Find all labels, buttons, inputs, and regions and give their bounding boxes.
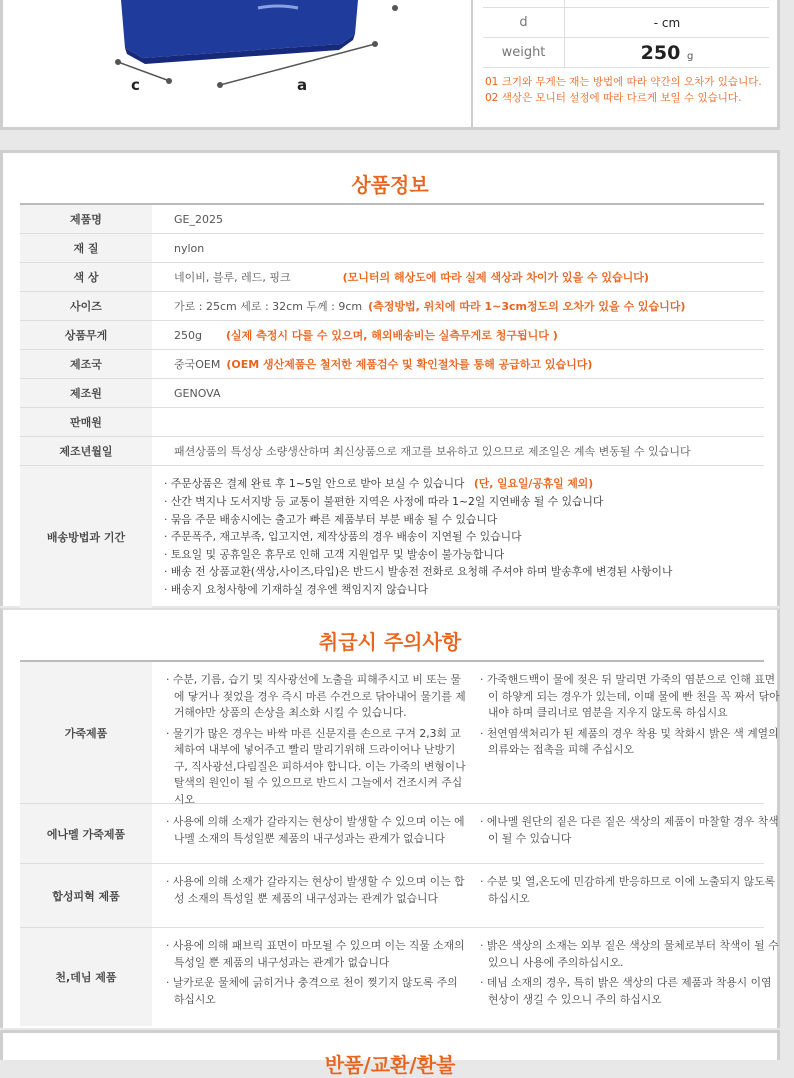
info-key: 제조원 bbox=[20, 379, 152, 407]
info-text: nylon bbox=[174, 241, 205, 255]
bag-diagram bbox=[3, 0, 473, 127]
info-key: 제조국 bbox=[20, 350, 152, 378]
info-note: (실제 측정시 다를 수 있으며, 해외배송비는 실측무게로 청구됩니다 ) bbox=[225, 329, 558, 342]
care-text: · 사용에 의해 소재가 갈라지는 현상이 발생할 수 있으며 이는 합성 소재의 특성일 뿐 제품의 내구성과는 관계가 없습니다 bbox=[166, 874, 466, 907]
info-value bbox=[152, 379, 764, 407]
list-item: · 묶음 주문 배송시에는 출고가 빠른 제품부터 부분 배송 될 수 있습니다 bbox=[164, 511, 672, 529]
care-text: · 천연염색처리가 된 제품의 경우 착용 및 착화시 밝은 색 계열의 의류와는 접촉을 피해 주십시오 bbox=[480, 726, 780, 759]
product-info-table bbox=[20, 203, 764, 608]
dim-point bbox=[372, 41, 378, 47]
info-key: 사이즈 bbox=[20, 292, 152, 320]
spec-value bbox=[565, 42, 769, 64]
shipping-note: (단, 일요일/공휴일 제외) bbox=[473, 477, 594, 491]
info-text: 네이비, 블루, 레드, 핑크 bbox=[174, 271, 291, 284]
section-title: 상품정보 bbox=[351, 173, 429, 197]
care-row bbox=[20, 928, 779, 1026]
care-key: 가죽제품 bbox=[20, 662, 152, 803]
dim-line-c bbox=[118, 62, 167, 80]
care-key: 에나멜 가죽제품 bbox=[20, 804, 152, 863]
dim-point bbox=[392, 5, 398, 11]
info-key: 재 질 bbox=[20, 234, 152, 262]
care-table bbox=[20, 660, 780, 1026]
dim-label-c: c bbox=[131, 76, 140, 94]
care-row bbox=[20, 804, 779, 864]
info-key: 제품명 bbox=[20, 205, 152, 233]
info-row bbox=[20, 234, 764, 263]
care-row bbox=[20, 662, 780, 806]
care-col-left bbox=[166, 938, 466, 1012]
care-col-right bbox=[480, 874, 780, 911]
info-text: 패션상품의 특성상 소량생산하며 최신상품으로 재고를 보유하고 있으므로 제조일은 계속 변동될 수 있습니다 bbox=[174, 445, 691, 458]
section-title: 취급시 주의사항 bbox=[318, 630, 462, 654]
care-text: · 데님 소재의 경우, 특히 밝은 색상의 다른 제품과 착용시 이염현상이 생길 수 있으니 주의 하십시오 bbox=[480, 975, 780, 1008]
info-text: 중국OEM bbox=[174, 358, 221, 371]
info-row bbox=[20, 263, 764, 292]
care-section bbox=[0, 608, 780, 1028]
info-text: 가로 : 25cm 세로 : 32cm 두께 : 9cm bbox=[174, 300, 363, 313]
spec-row bbox=[483, 0, 769, 8]
weight-value: 250 bbox=[640, 41, 681, 64]
care-text: · 사용에 의해 소재가 갈라지는 현상이 발생할 수 있으며 이는 에나멜 소재의 특성일뿐 제품의 내구성과는 관계가 없습니다 bbox=[166, 814, 466, 847]
care-value bbox=[152, 662, 794, 806]
spec-key: d bbox=[483, 8, 565, 37]
info-note: (측정방법, 위치에 따라 1~3cm정도의 오차가 있을 수 있습니다) bbox=[368, 300, 686, 313]
info-text: GENOVA bbox=[174, 386, 221, 400]
care-text: · 밝은 색상의 소재는 외부 짙은 색상의 물체로부터 착색이 될 수 있으니 사용에 주의하십시오. bbox=[480, 938, 780, 971]
care-col-left bbox=[166, 814, 466, 851]
care-key: 합성피혁 제품 bbox=[20, 864, 152, 927]
spec-key bbox=[483, 0, 565, 7]
care-row bbox=[20, 864, 776, 928]
care-text: · 에나멜 원단의 짙은 다른 짙은 색상의 제품이 마찰할 경우 착색이 될 수 있습니다 bbox=[480, 814, 780, 847]
info-row bbox=[20, 437, 764, 466]
list-item: · 토요일 및 공휴일은 휴무로 인해 고객 지원업무 및 발송이 불가능합니다 bbox=[164, 546, 672, 564]
info-value bbox=[152, 321, 764, 349]
info-key: 색 상 bbox=[20, 263, 152, 291]
info-value bbox=[152, 263, 764, 291]
info-text: 250g bbox=[174, 328, 202, 342]
info-note: (OEM 생산제품은 철저한 제품검수 및 확인절차를 통해 공급하고 있습니다) bbox=[226, 358, 593, 371]
spec-row-d bbox=[483, 8, 769, 38]
info-row bbox=[20, 205, 764, 234]
info-value bbox=[152, 205, 764, 233]
info-value bbox=[152, 350, 764, 378]
size-notes bbox=[485, 74, 775, 106]
care-text: · 날카로운 물체에 긁히거나 충격으로 천이 찢기지 않도록 주의하십시오 bbox=[166, 975, 466, 1008]
dim-point bbox=[217, 82, 223, 88]
list-item: · 배송 전 상품교환(색상,사이즈,타입)은 반드시 발송전 전화로 요청해 주셔야 하며 발송후에 변경된 사항이나 bbox=[164, 563, 672, 581]
care-text: · 수분, 기름, 습기 및 직사광선에 노출을 피해주시고 비 또는 물에 닿거나 젖었을 경우 즉시 마른 수건으로 닦아내어 물기를 제거해야만 상품의 손상을 최소화 시킬 수 있습니다. bbox=[166, 672, 466, 722]
info-key: 배송방법과 기간 bbox=[20, 466, 152, 608]
dim-label-a: a bbox=[297, 76, 308, 94]
info-note: (모니터의 해상도에 따라 실제 색상과 차이가 있을 수 있습니다) bbox=[342, 271, 649, 284]
care-value bbox=[152, 928, 794, 1026]
list-item: · 산간 벽지나 도서지방 등 교통이 불편한 지역은 사정에 따라 1~2일 지연배송 될 수 있습니다 bbox=[164, 493, 672, 511]
care-text: · 사용에 의해 패브릭 표면이 마모될 수 있으며 이는 직물 소재의 특성일 뿐 제품의 내구성과는 관계가 없습니다 bbox=[166, 938, 466, 971]
care-value bbox=[152, 864, 794, 927]
list-item bbox=[164, 475, 672, 493]
dim-point bbox=[115, 59, 121, 65]
info-row bbox=[20, 408, 764, 437]
info-row bbox=[20, 321, 764, 350]
section-title: 반품/교환/환불 bbox=[324, 1053, 456, 1077]
shipping-list bbox=[164, 469, 672, 604]
list-item: · 주문폭주, 재고부족, 입고지연, 제작상품의 경우 배송이 지연될 수 있습니다 bbox=[164, 528, 672, 546]
info-key: 상품무게 bbox=[20, 321, 152, 349]
bag-size-illustration bbox=[3, 0, 473, 127]
info-value bbox=[152, 437, 764, 465]
shipping-text: 주문상품은 결제 완료 후 1~5일 안으로 받아 보실 수 있습니다 bbox=[170, 477, 465, 491]
info-row-shipping bbox=[20, 466, 764, 608]
info-key: 판매원 bbox=[20, 408, 152, 436]
care-text: · 가죽핸드백이 물에 젖은 뒤 말리면 가죽의 염분으로 인해 표면이 하얗게 되는 경우가 있는데, 이때 물에 빤 천을 꼭 짜서 닦아내야 하며 클리너로 염분을 지우지 않도록 하십시요 bbox=[480, 672, 780, 722]
info-text: GE_2025 bbox=[174, 212, 223, 226]
care-col-left bbox=[166, 874, 466, 911]
weight-unit: g bbox=[686, 50, 694, 62]
spec-row-weight bbox=[483, 38, 769, 68]
size-note: 02 색상은 모니터 설정에 따라 다르게 보일 수 있습니다. bbox=[485, 92, 742, 104]
info-row bbox=[20, 350, 764, 379]
list-item: · 배송지 요청사항에 기재하실 경우엔 책임지지 않습니다 bbox=[164, 581, 672, 599]
info-row bbox=[20, 379, 764, 408]
spec-value: - cm bbox=[653, 15, 681, 30]
care-text: · 물기가 많은 경우는 바싹 마른 신문지를 손으로 구겨 2,3회 교체하여 내부에 넣어주고 빨리 말리기위해 드라이어나 난방기구, 직사광선,다림질은 피하셔야 합니다. 이는 가죽의 변형이나 탈색의 원인이 될 수 있으므로 반드시 그늘에서 건조시켜 주십시오 bbox=[166, 726, 466, 809]
info-value bbox=[152, 234, 764, 262]
care-value bbox=[152, 804, 794, 863]
info-row bbox=[20, 292, 764, 321]
product-info-section bbox=[0, 150, 780, 606]
care-col-left bbox=[166, 672, 466, 812]
care-col-right bbox=[480, 938, 780, 1012]
info-value bbox=[152, 466, 764, 608]
info-value bbox=[152, 292, 764, 320]
spec-key: weight bbox=[483, 38, 565, 67]
care-text: · 수분 및 열,온도에 민감하게 반응하므로 이에 노출되지 않도록 하십시오 bbox=[480, 874, 780, 907]
size-spec-table bbox=[483, 0, 769, 68]
care-col-right bbox=[480, 672, 780, 763]
dim-point bbox=[166, 78, 172, 84]
info-key: 제조년월일 bbox=[20, 437, 152, 465]
size-note: 01 크기와 무게는 재는 방법에 따라 약간의 오차가 있습니다. bbox=[485, 76, 762, 88]
info-value bbox=[152, 408, 764, 436]
care-key: 천,데님 제품 bbox=[20, 928, 152, 1026]
care-col-right bbox=[480, 814, 780, 851]
size-panel bbox=[0, 0, 780, 130]
return-section bbox=[0, 1030, 780, 1077]
